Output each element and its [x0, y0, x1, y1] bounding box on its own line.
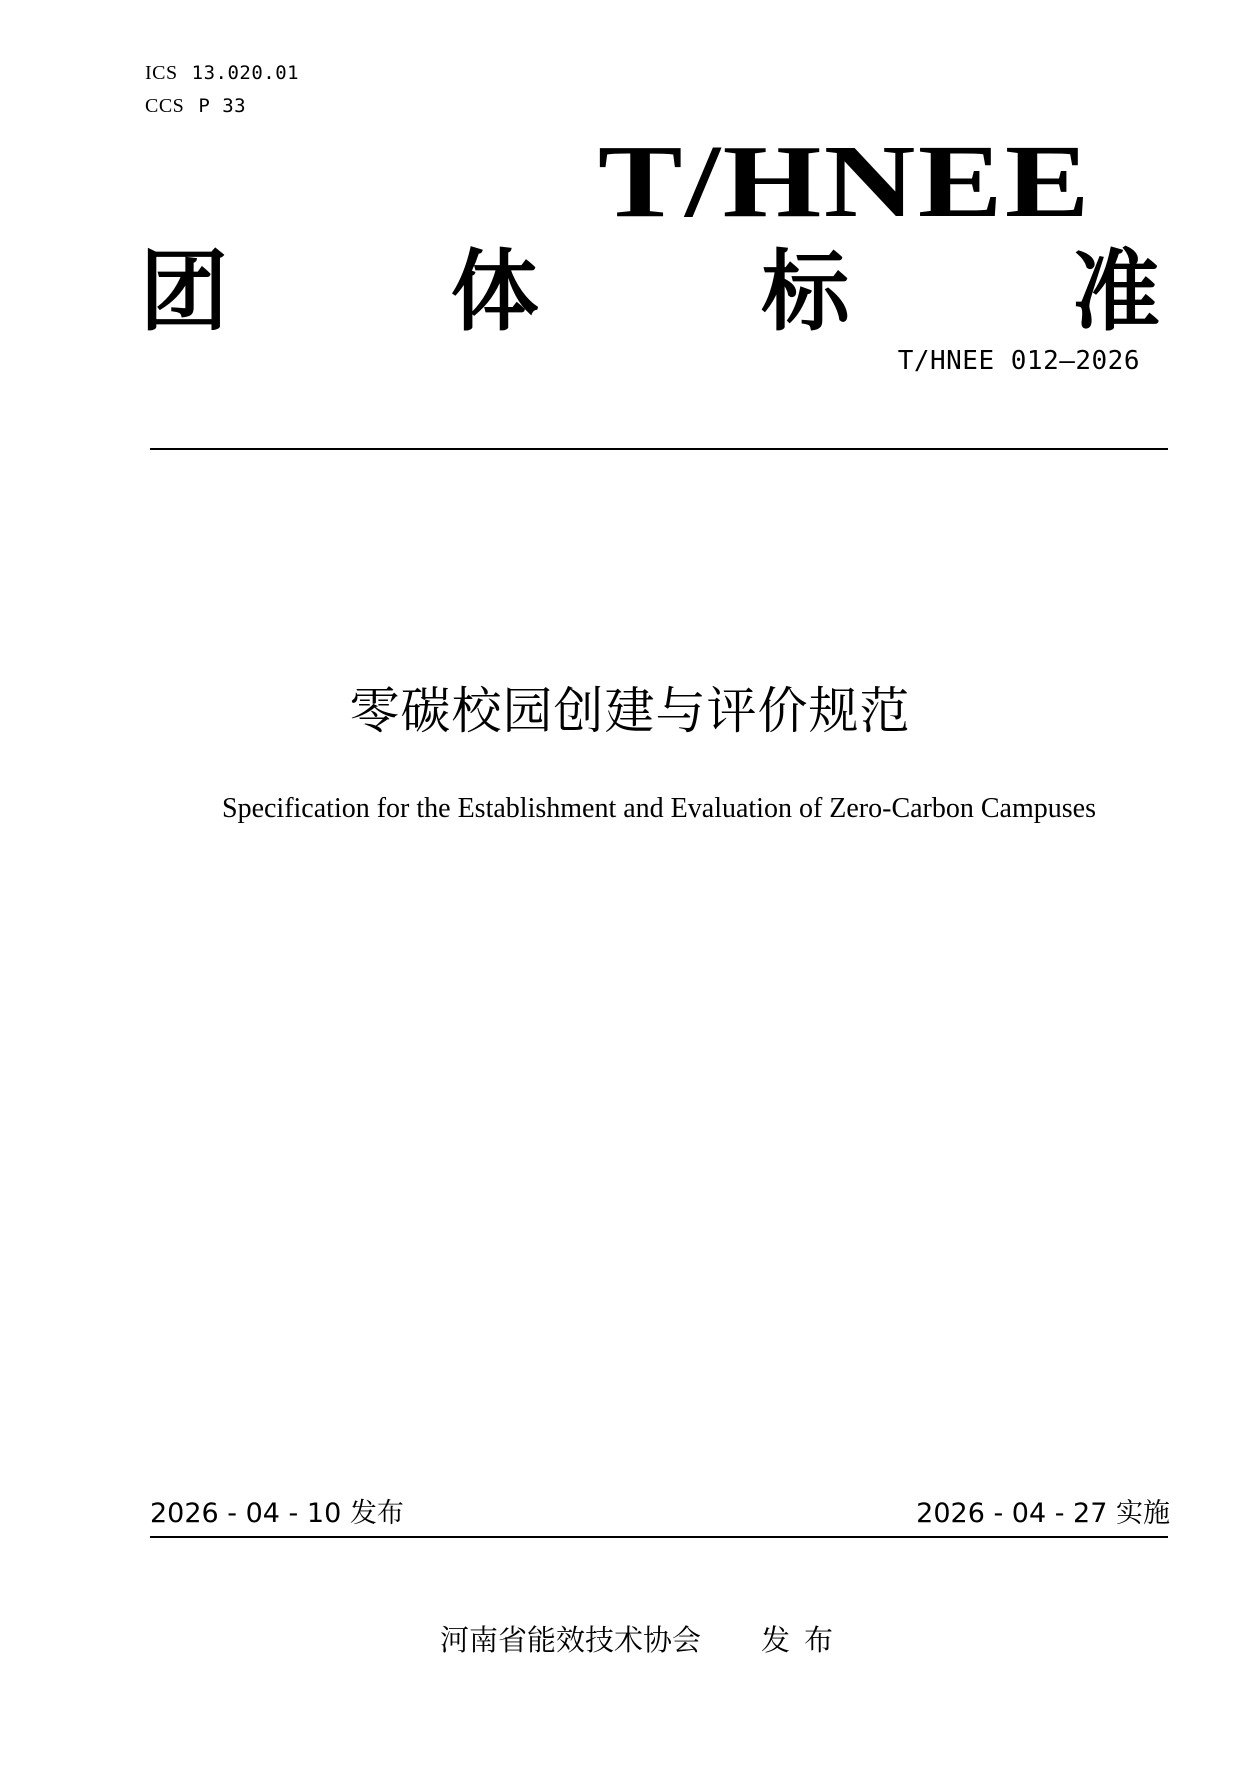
publisher-line	[440, 1623, 847, 1658]
standard-brand-code: T/HNEE	[597, 124, 1092, 239]
implementation-date: 2026 - 04 - 27 实施	[916, 1498, 1170, 1529]
top-divider	[150, 448, 1168, 450]
standard-type-title	[140, 240, 1160, 348]
issue-date: 2026 - 04 - 10 发布	[150, 1498, 404, 1529]
ics-code: 13.020.01	[191, 62, 300, 84]
ics-classification	[145, 62, 299, 85]
document-title-english: Specification for the Establishment and Evaluation of Zero-Carbon Campuses	[222, 793, 1096, 824]
ics-label: ICS	[145, 62, 178, 84]
standard-type-char-1: 团	[140, 240, 229, 343]
bottom-divider	[150, 1536, 1168, 1538]
standard-number: T/HNEE 012—2026	[897, 346, 1140, 376]
standard-type-char-2: 体	[450, 240, 539, 343]
publisher-name: 河南省能效技术协会	[440, 1623, 702, 1657]
standard-type-char-4: 准	[1071, 240, 1160, 343]
ccs-code: P 33	[198, 95, 247, 117]
ccs-label: CCS	[145, 95, 185, 117]
document-title-chinese: 零碳校园创建与评价规范	[349, 682, 911, 740]
ccs-classification	[145, 95, 246, 118]
standard-type-char-3: 标	[761, 240, 850, 343]
publish-label: 发布	[761, 1623, 848, 1657]
